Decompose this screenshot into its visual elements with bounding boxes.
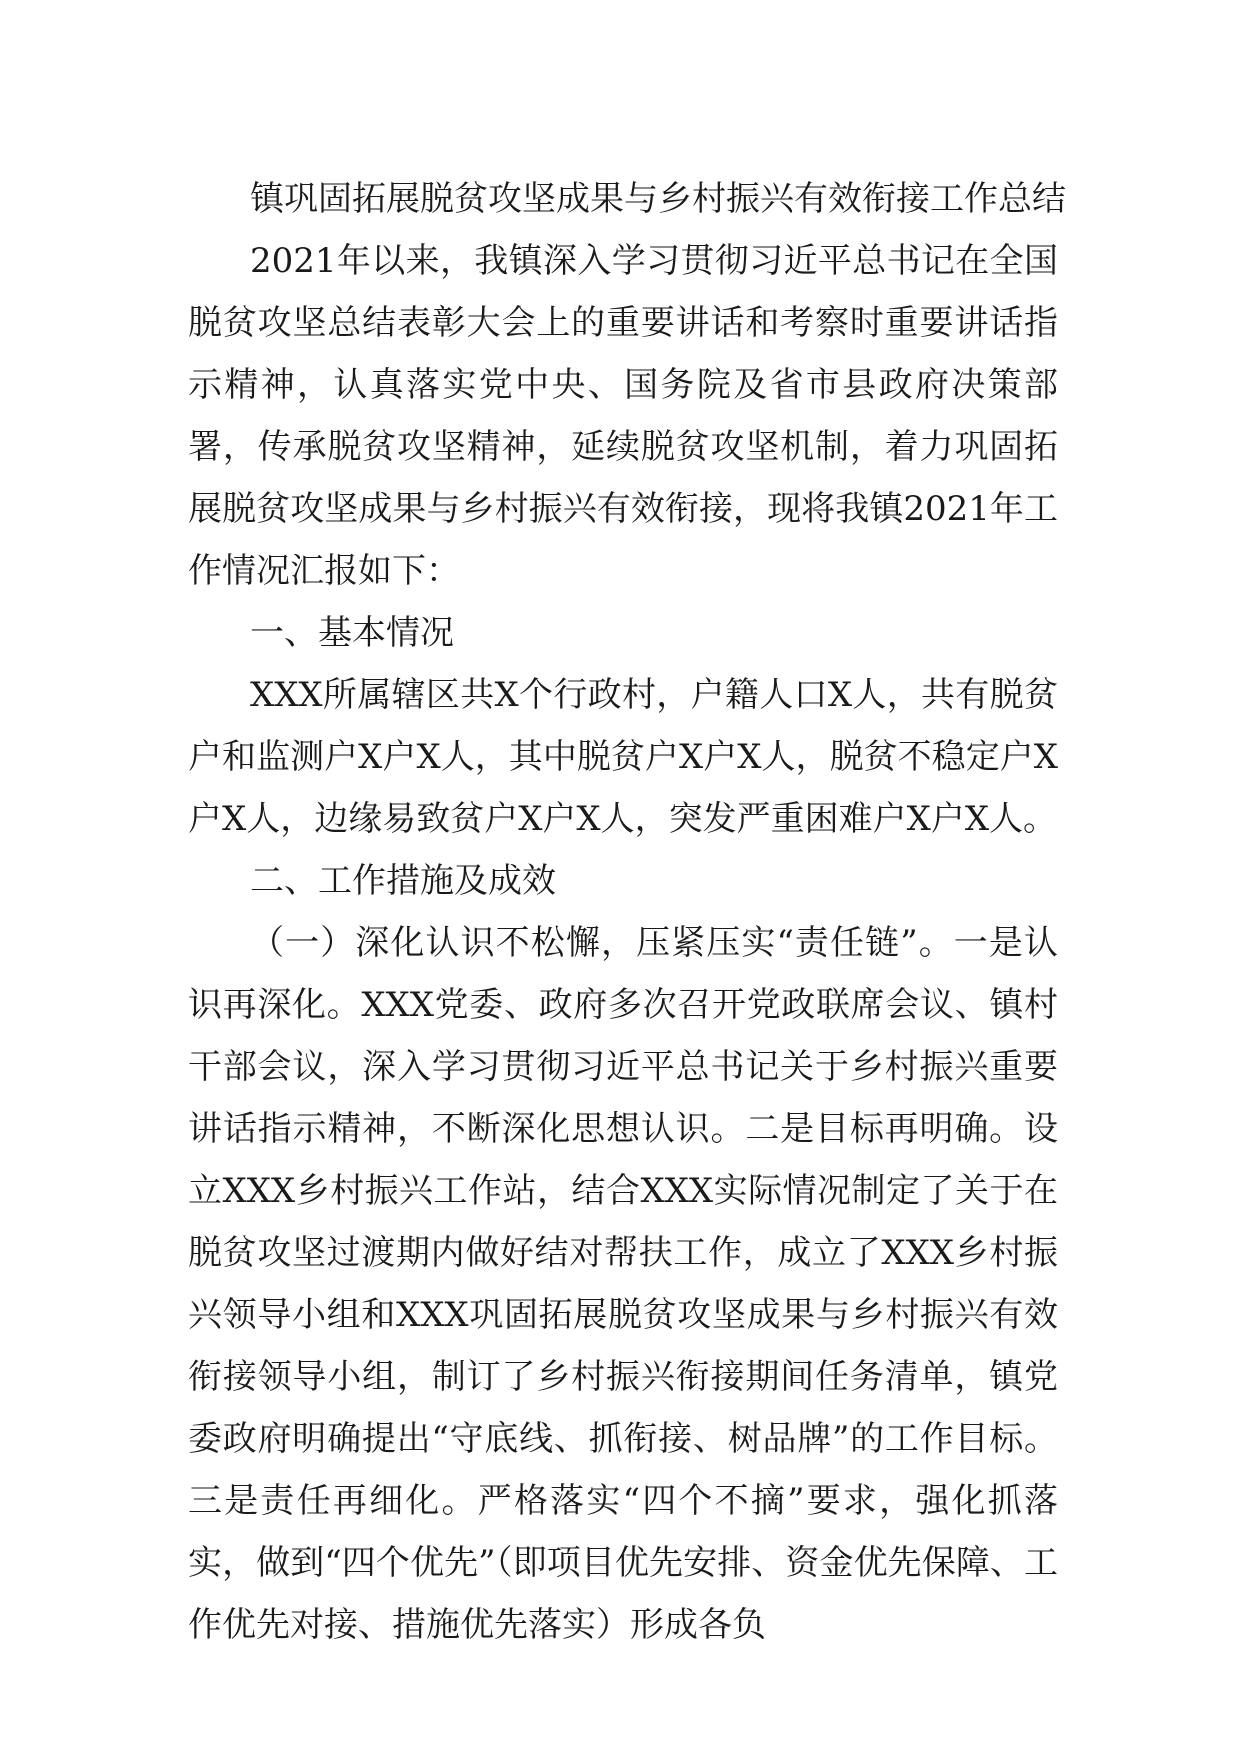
intro-paragraph: 2021年以来，我镇深入学习贯彻习近平总书记在全国脱贫攻坚总结表彰大会上的重要讲话和考察时重要讲话指示精神，认真落实党中央、国务院及省市县政府决策部署，传承脱贫攻坚精神，延续脱贫攻坚机制，着力巩固拓展脱贫攻坚成果与乡村振兴有效衔接，现将我镇2021年工作情况汇报如下： [188, 241, 1058, 591]
document-title: 镇巩固拓展脱贫攻坚成果与乡村振兴有效衔接工作总结 [250, 179, 1066, 219]
measures-item-1-paragraph: （一）深化认识不松懈，压紧压实“责任链”。一是认识再深化。XXX党委、政府多次召开党政联席会议、镇村干部会议，深入学习贯彻习近平总书记关于乡村振兴重要讲话指示精神，不断深化思想认识。二是目标再明确。设立XXX乡村振兴工作站，结合XXX实际情况制定了关于在脱贫攻坚过渡期内做好结对帮扶工作，成立了XXX乡村振兴领导小组和XXX巩固拓展脱贫攻坚成果与乡村振兴有效衔接领导小组，制订了乡村振兴衔接期间任务清单，镇党委政府明确提出“守底线、抓衔接、树品牌”的工作目标。三是责任再细化。严格落实“四个不摘”要求，强化抓落实，做到“四个优先”（即项目优先安排、资金优先保障、工作优先对接、措施优先落实）形成各负 [188, 923, 1058, 1645]
document-body [188, 168, 1066, 1656]
basic-situation-paragraph: XXX所属辖区共X个行政村，户籍人口X人，共有脱贫户和监测户X户X人，其中脱贫户X户X人，脱贫不稳定户X户X人，边缘易致贫户X户X人，突发严重困难户X户X人。 [188, 675, 1058, 839]
section-heading-measures: 二、工作措施及成效 [250, 861, 556, 901]
section-heading-basic-situation: 一、基本情况 [250, 613, 454, 653]
